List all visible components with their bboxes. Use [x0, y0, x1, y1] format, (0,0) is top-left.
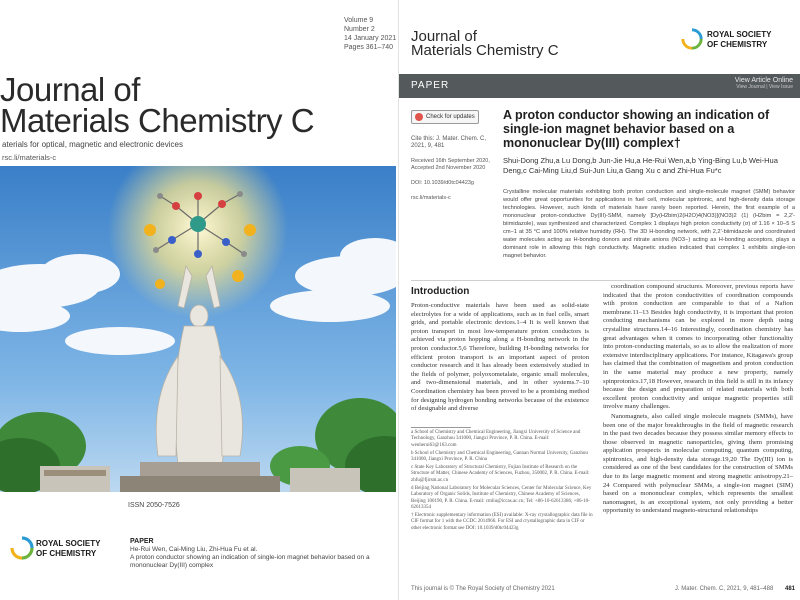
footnote-divider	[411, 427, 471, 428]
view-online-links	[735, 77, 793, 90]
received-accepted: Received 16th September 2020, Accepted 2nd November 2020	[411, 158, 490, 171]
cover-title	[0, 71, 315, 139]
rsc-link[interactable]: rsc.li/materials-c	[411, 195, 451, 201]
doi[interactable]: DOI: 10.1039/d0tc04423g	[411, 180, 474, 186]
rsc-logo: ROYAL SOCIETY OF CHEMISTRY	[681, 28, 791, 58]
check-for-updates-button[interactable]: Check for updates	[411, 110, 479, 124]
rsc-logo: ROYAL SOCIETY OF CHEMISTRY	[10, 536, 120, 570]
abstract: Crystalline molecular materials exhibiting both proton conduction and single-molecule magnet (SMM) behavior would offer great opportunities for applications in fuel cell, molecular spintronic, and high-density data storage technologies. However, such kinds of materials have rarely been reported. Herein, the first example of a mononuclear proton-conductive Dy(III)-SMM, namely [Dy(H2bim)2(H2O)4(NO3)](NO3)2 (1) (H2bim = 2,2'-biimidazole), was synthesized and characterized. Complex 1 displays high proton conductivity (σ) of 1.16 × 10−5 S cm−1 at 35 °C and 100% relative humidity (RH). The 3D H-bonding network, with 2,2'-biimidazole and coordinated water molecules acting as H-bonding donors and nitrate anions (NO3−) acting as H-bonding acceptors, plays a dominant role in allowing this high conductivity. Magnetic studies indicated that complex 1 exhibits single-ion magnet behavior.	[503, 189, 795, 259]
section-divider	[411, 280, 795, 281]
cover-subtitle: aterials for optical, magnetic and electronic devices	[2, 140, 183, 149]
cover-featured-paper	[130, 538, 390, 570]
paragraph: Nanomagnets, also called single molecule magnets (SMMs), have been one of the major breakthroughs in the field of magnetic research in the past two decades because they possess similar memory effects to those observed in magnetic nanoparticles, giving them promising application prospects in molecular computing, quantum computing, spintronics, and high-density data storage.19,20 The Dy(III) ion is considered as one of the best candidates for the construction of SMMs due to its large magnetic moment and strong magnetic anisotropy.21–24 Compared with polynuclear SMMs, a single-ion magnet (SIM) based on a mononuclear complex, which represents the smallest nanomagnet, is an exceptional system, not only providing a better opportunity to understand magneto-structural relationships	[603, 412, 793, 515]
introduction-heading: Introduction	[411, 286, 470, 297]
paragraph: coordination compound structures. Moreover, previous reports have indicated that the proton conductivities of coordination compounds with proton conduction are comparable to that of a Nafion membrane.11–13 Besides high conductivity, it is important that proton conducting mechanisms can be explored in more depth using crystalline structures.14–16 Interestingly, coordination chemistry has great advantages when it comes to incorporating other functionality into proton-conducting materials, so as to allow the realization of more extensive interdisciplinary applications. For instance, Kitagawa's group has claimed that the combination of magnetism and proton conduction in the same material may produce a new property, namely spinprotonics.17,18 However, research in this field is still in its infancy because the design and preparation of related materials with both excellent proton conductivity and unique magnetic properties still involve many challenges.	[603, 283, 793, 411]
article-title: A proton conductor showing an indication of single-ion magnet behavior based on a mononuclear Dy(III) complex†	[503, 108, 770, 150]
footnote: c State Key Laboratory of Structural Chemistry, Fujian Institute of Research on the Structure of Matter, Chinese Academy of Sciences, Fuzhou, 350002, P. R. China. E-mail: zhfu@fjirsm.ac.cn	[411, 465, 590, 483]
ground	[0, 492, 396, 526]
footnote: † Electronic supplementary information (ESI) available: X-ray crystallographic data file in CIF format for 1 with the CCDC 2014966. For ESI and crystallographic data in CIF or other electronic format see DOI: 10.1039/d0tc04423g	[411, 512, 593, 531]
cover-volume-info: Volume 9 Number 2 14 January 2021 Pages 361–740	[344, 17, 396, 51]
footnote: d Beijing National Laboratory for Molecular Sciences, Center for Molecular Science, Key Laboratory of Organic Solids, Institute of Chemistry, Chinese Academy of Sciences, Beijing 100190, P. R. China. E-mail: cmliu@iccas.ac.cn; Tel: +86-10-62613386; +86-10-62613354	[411, 485, 592, 510]
introduction-left-column: Proton-conductive materials have been used as solid-state electrolytes for a wide of applications, such as in fuel cells, smart grids, and portable electronic devices.1–4 It is well known that proton transport in most low-temperature proton conductors is achieved via proton hopping along a H-bonding network in the proton conductor.5,6 Therefore, building H-bonding networks for efficient proton transport is an important aspect of proton conductor research and it has already been extensively studied in the fields of polymer, polyoxometalate, organic small molecules, and two-dimensional materials, and in other systems.7–10 Coordination chemistry has been proved to be a promising method for designing hydrogen bonding networks because of the existence of designable and diverse	[411, 302, 589, 413]
page-number: 481	[784, 586, 795, 592]
footnote: a School of Chemistry and Chemical Engineering, Jiangxi University of Science and Technology, Ganzhou 341000, Jiangxi Province, P. R. China. E-mail: wenherui63@163.com	[411, 430, 581, 448]
introduction-right-column	[603, 283, 793, 517]
cite-this: Cite this: J. Mater. Chem. C, 2021, 9, 481	[411, 136, 487, 149]
copyright-notice: This journal is © The Royal Society of Chemistry 2021	[411, 586, 555, 592]
journal-name: Journal of Materials Chemistry C	[411, 28, 559, 59]
article-page	[398, 0, 800, 600]
author-list: Shui-Dong Zhu,a Lu Dong,b Jun-Jie Hu,a He-Rui Wen,a,b Ying-Bing Lu,b Wei-Hua Deng,c Cai-Ming Liu,d Sui-Jun Liu,a Gang Xu c and Zhi-Hua Fu*c	[503, 156, 778, 175]
affiliation-footnotes	[411, 430, 593, 534]
paper-type-label: PAPER	[411, 80, 450, 91]
cover-paper-label: PAPER	[130, 538, 154, 545]
footer-citation: J. Mater. Chem. C, 2021, 9, 481–488 481	[674, 586, 795, 592]
cover-illustration	[0, 166, 396, 526]
footnote: b School of Chemistry and Chemical Engineering, Gannan Normal University, Ganzhou 341000, Jiangxi Province, P. R. China	[411, 450, 588, 463]
view-journal-issue-links[interactable]: View Journal | View Issue	[736, 84, 793, 90]
update-check-icon	[415, 113, 423, 121]
paper-type-band	[399, 74, 800, 98]
journal-cover	[0, 0, 396, 600]
cover-title-line1: Journal of	[0, 71, 140, 108]
view-article-online-link[interactable]: View Article Online	[734, 77, 793, 84]
rsc-logo-icon	[10, 536, 34, 560]
page-footer	[411, 586, 795, 592]
cover-paper-authors: He-Rui Wen, Cai-Ming Liu, Zhi-Hua Fu et al.	[130, 546, 258, 553]
rsc-logo-icon	[681, 28, 703, 50]
article-metadata	[411, 136, 499, 210]
cover-url: rsc.li/materials-c	[2, 153, 57, 162]
cover-issn: ISSN 2050-7526	[128, 502, 180, 509]
cover-paper-desc: A proton conductor showing an indication of single-ion magnet behavior based on a mononuclear Dy(III) complex	[130, 554, 370, 569]
cover-title-line2: Materials Chemistry C	[0, 102, 315, 139]
